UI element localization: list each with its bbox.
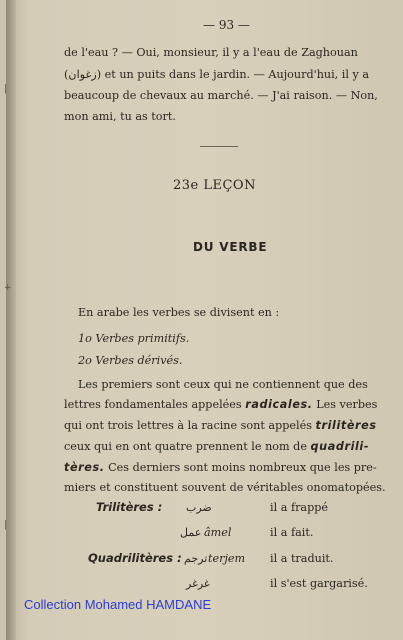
body-line — [64, 436, 369, 457]
verb-translation: il a fait. — [270, 526, 314, 539]
body-line — [64, 394, 377, 415]
margin-mark: | — [4, 84, 8, 94]
verb-transliteration: âmel — [204, 526, 232, 539]
verb-transliteration: terjem — [208, 552, 246, 565]
emphasis-term: quadrili- — [310, 440, 370, 453]
emphasis-term: radicales. — [245, 398, 313, 411]
verb-translation: il s'est gargarisé. — [270, 577, 368, 590]
book-spine — [6, 0, 16, 640]
arabic-verb: عمل — [180, 526, 202, 539]
body-text: qui ont trois lettres à la racine sont appelés — [64, 419, 312, 432]
arabic-verb: ترجم — [184, 552, 208, 565]
page-number: — 93 — — [203, 18, 250, 32]
body-text: lettres fondamentales appelées — [64, 398, 242, 411]
emphasis-term: tères. — [64, 461, 105, 474]
intro-line-4: mon ami, tu as tort. — [64, 110, 176, 123]
body-line: miers et constituent souvent de véritables onomatopées. — [64, 481, 386, 494]
emphasis-term: trilitères — [315, 419, 377, 432]
collection-watermark: Collection Mohamed HAMDANE — [24, 597, 212, 612]
body-line — [64, 415, 377, 436]
body-text: Ces derniers sont moins nombreux que les pre- — [108, 461, 377, 474]
margin-mark: | — [4, 520, 8, 530]
intro-line-3: beaucoup de chevaux au marché. — J'ai raison. — Non, — [64, 89, 378, 102]
verb-translation: il a frappé — [270, 501, 329, 514]
section-title: DU VERBE — [193, 240, 268, 254]
lesson-title: 23e LEÇON — [173, 178, 256, 193]
body-text: Les verbes — [316, 398, 378, 411]
body-line: Les premiers sont ceux qui ne contiennent que des — [78, 378, 368, 391]
margin-mark: + — [4, 283, 12, 293]
intro-paragraph: En arabe les verbes se divisent en : — [78, 306, 280, 319]
body-text: ceux qui en ont quatre prennent le nom de — [64, 440, 307, 453]
list-item: 1o Verbes primitifs. — [78, 332, 190, 345]
intro-line-1: de l'eau ? — Oui, monsieur, il y a l'eau de Zaghouan — [64, 46, 358, 59]
intro-line-2: (زغوان) et un puits dans le jardin. — Aujourd'hui, il y a — [64, 68, 370, 81]
example-label: Quadrilitères : — [88, 551, 182, 565]
arabic-verb: ضرب — [186, 501, 212, 514]
example-label: Trilitères : — [96, 500, 163, 514]
arabic-verb: غرغر — [186, 577, 210, 590]
verb-translation: il a traduit. — [270, 552, 334, 565]
section-divider — [200, 146, 238, 147]
body-line — [64, 457, 377, 478]
list-item: 2o Verbes dérivés. — [78, 354, 183, 367]
